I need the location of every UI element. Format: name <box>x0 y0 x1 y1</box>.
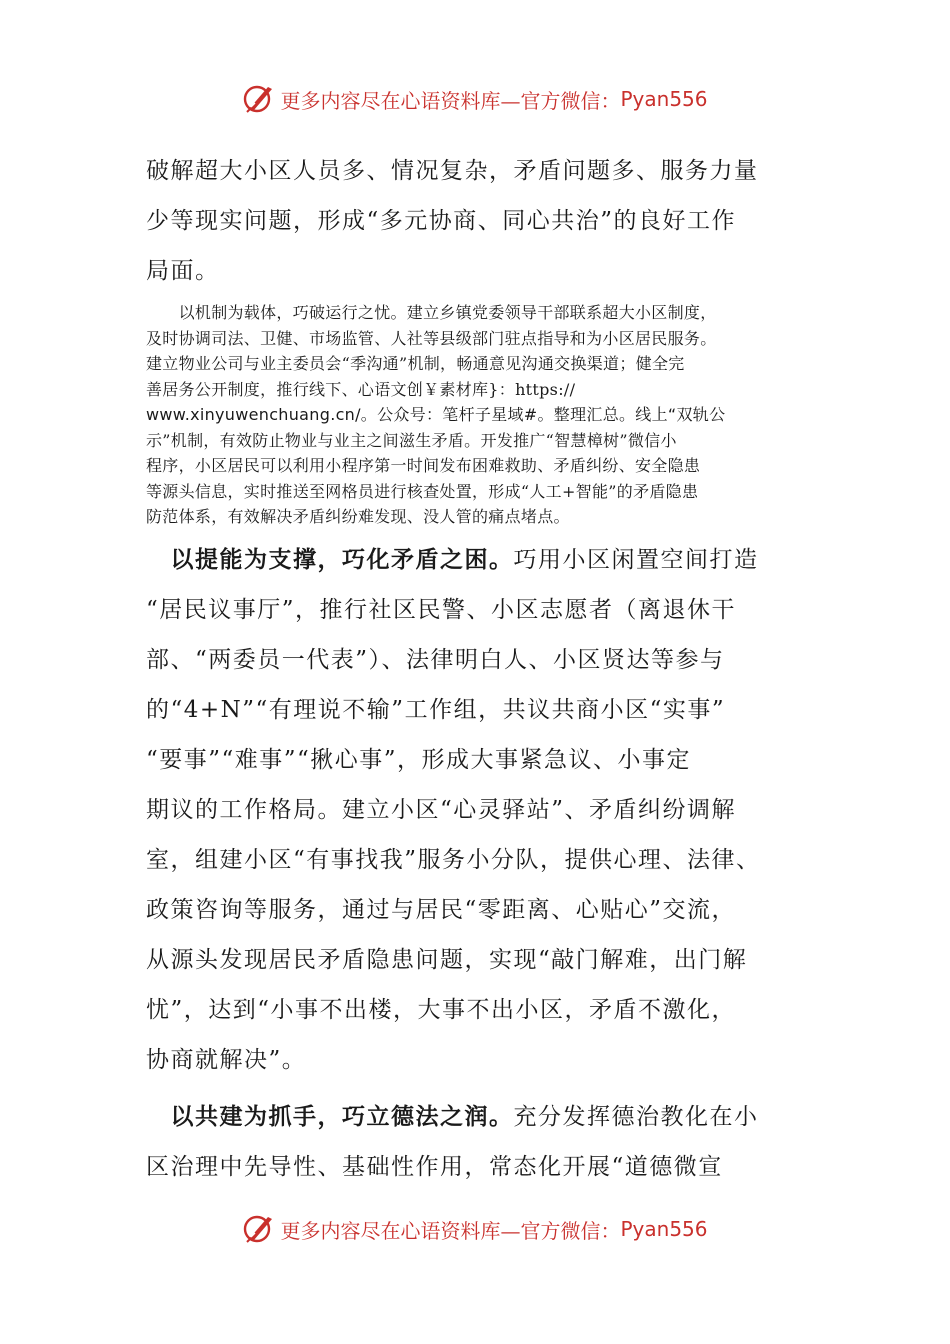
text-line: “要事”“难事”“揪心事”，形成大事紧急议、小事定 <box>146 747 692 773</box>
text-line: “居民议事厅”，推行社区民警、小区志愿者（离退休干 <box>146 597 737 623</box>
text-line: 破解超大小区人员多、情况复杂，矛盾问题多、服务力量 <box>146 158 759 184</box>
footer-banner-id: Pyan556 <box>620 1217 708 1241</box>
paragraph-heading: 以共建为抓手，巧立德法之润。 <box>170 1103 514 1130</box>
text-line: 忧”，达到“小事不出楼，大事不出小区，矛盾不激化， <box>146 997 737 1023</box>
footer-banner <box>0 1212 950 1246</box>
text-line: 协商就解决”。 <box>146 1047 307 1073</box>
quill-logo-icon <box>242 82 276 116</box>
text-line: 区治理中先导性、基础性作用，常态化开展“道德微宣 <box>146 1154 723 1180</box>
text-line: 的“4+N”“有理说不输”工作组，共议共商小区“实事” <box>146 697 726 723</box>
header-banner-id: Pyan556 <box>620 87 708 111</box>
text-line: 期议的工作格局。建立小区“心灵驿站”、矛盾纠纷调解 <box>146 797 737 823</box>
text-run: 充分发挥德治教化在小 <box>513 1104 759 1130</box>
text-line: 室，组建小区“有事找我”服务小分队，提供心理、法律、 <box>146 847 761 873</box>
header-banner-text: 更多内容尽在心语资料库—官方微信： <box>280 88 621 113</box>
text-line: 善居务公开制度，推行线下、心语文创￥素材库}：https:// <box>146 379 576 399</box>
footer-banner-text: 更多内容尽在心语资料库—官方微信： <box>280 1218 621 1243</box>
text-line: 政策咨询等服务，通过与居民“零距离、心贴心”交流， <box>146 897 737 923</box>
text-line: 示”机制，有效防止物业与业主之间滋生矛盾。开发推广“智慧樟树”微信小 <box>146 430 677 450</box>
text-line: 从源头发现居民矛盾隐患问题，实现“敲门解难，出门解 <box>146 947 748 973</box>
paragraph-heading: 以提能为支撑，巧化矛盾之困。 <box>170 546 514 573</box>
text-line: 少等现实问题，形成“多元协商、同心共治”的良好工作 <box>146 208 737 234</box>
text-line: 以机制为载体，巧破运行之忧。建立乡镇党委领导干部联系超大小区制度， <box>146 303 717 322</box>
text-line: 等源头信息，实时推送至网格员进行核查处置，形成“人工+智能”的矛盾隐患 <box>146 481 699 501</box>
paragraph-4 <box>146 1092 806 1192</box>
text-run: 巧用小区闲置空间打造 <box>513 547 759 573</box>
text-line: 及时协调司法、卫健、市场监管、人社等县级部门驻点指导和为小区居民服务。 <box>146 328 717 348</box>
paragraph-3 <box>146 535 806 1085</box>
header-banner <box>0 82 950 116</box>
quill-logo-icon <box>242 1212 276 1246</box>
text-line: www.xinyuwenchuang.cn/。公众号：笔杆子星域#。整理汇总。线上“双轨公 <box>146 405 726 424</box>
text-line: 部、“两委员一代表”）、法律明白人、小区贤达等参与 <box>146 647 725 673</box>
text-line: 局面。 <box>146 258 220 284</box>
text-line: 建立物业公司与业主委员会“季沟通”机制，畅通意见沟通交换渠道；健全完 <box>146 354 685 373</box>
paragraph-2 <box>146 300 806 530</box>
text-line: 程序，小区居民可以利用小程序第一时间发布困难救助、矛盾纠纷、安全隐患 <box>146 456 701 475</box>
text-line-first <box>146 1092 806 1142</box>
paragraph-1 <box>146 146 806 296</box>
text-line: 防范体系，有效解决矛盾纠纷难发现、没人管的痛点堵点。 <box>146 507 570 526</box>
text-line-first <box>146 535 806 585</box>
